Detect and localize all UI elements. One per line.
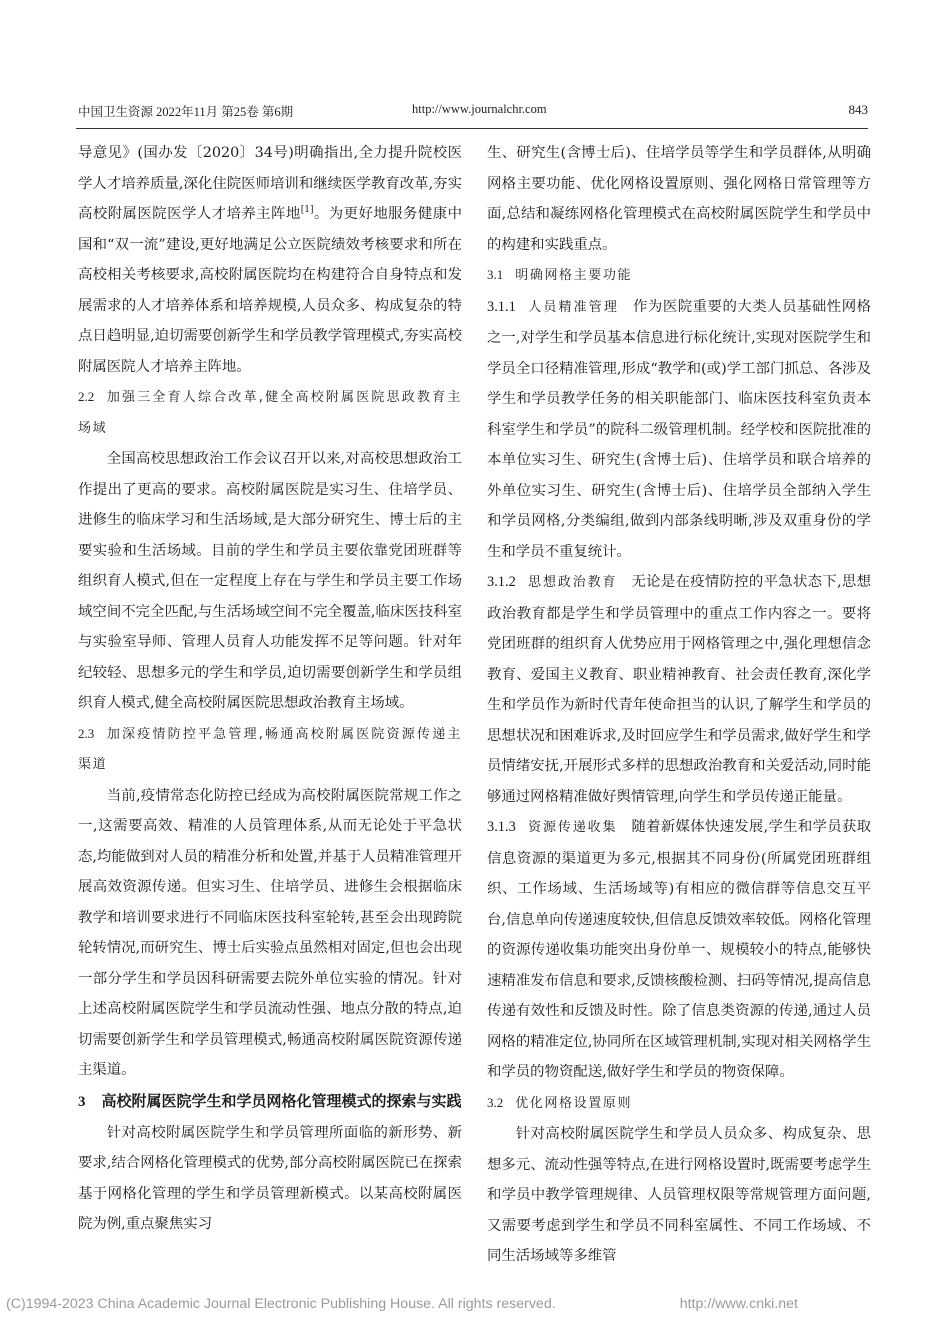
journal-info: 中国卫生资源 2022年11月 第25卷 第6期: [78, 105, 294, 119]
paragraph: [487, 567, 871, 812]
subsection-title: 思想政治教育: [527, 575, 618, 590]
section-heading-3: [78, 1086, 462, 1118]
section-heading-2-3: [78, 719, 462, 781]
paragraph: 针对高校附属医院学生和学员管理所面临的新形势、新要求,结合网格化管理模式的优势,部分高校附属医院已在探索基于网格化管理的学生和学员管理新模式。以某高校附属医院为例,重点聚焦实习: [78, 1124, 462, 1232]
paragraph: 针对高校附属医院学生和学员人员众多、构成复杂、思想多元、流动性强等特点,在进行网格设置时,既需要考虑学生和学员中教学管理规律、人员管理权限等常规管理方面问题,又需要考虑到学生和学员不同科室属性、不同工作场域、不同生活场域等多维管: [487, 1126, 871, 1264]
right-column: [487, 138, 871, 1272]
paragraph: 当前,疫情常态化防控已经成为高校附属医院常规工作之一,这需要高效、精准的人员管理体系,从而无论处于平急状态,均能做到对人员的精准分析和处置,并基于人员精准管理开展高效资源传递。但实习生、住培学员、进修生会根据临床教学和培训要求进行不同临床医技科室轮转,甚至会出现跨院轮转情况,而研究生、博士后实验点虽然相对固定,但也会出现一部分学生和学员因科研需要去院外单位实验的情况。针对上述高校附属医院学生和学员流动性强、地点分散的特点,迫切需要创新学生和学员管理模式,畅通高校附属医院资源传递主渠道。: [78, 787, 462, 1078]
paragraph-text: 随着新媒体快速发展,学生和学员获取信息资源的渠道更为多元,根据其不同身份(所属党团班群组织、工作场域、生活场域等)有相应的微信群等信息交互平台,信息单向传递速度较快,但信息反馈效率较低。网格化管理的资源传递收集功能突出身份单一、规模较小的特点,能够快速精准发布信息和要求,反馈核酸检测、扫码等情况,提高信息传递有效性和反馈及时性。除了信息类资源的传递,通过人员网格的精准定位,协同所在区域管理机制,实现对相关网格学生和学员的物资配送,做好学生和学员的物资保障。: [487, 819, 871, 1080]
section-number: 3.1: [487, 267, 504, 282]
paragraph: [487, 292, 871, 568]
paragraph-text: 导意见》(国办发〔2020〕34号)明确指出,全力提升院校医学人才培养质量,深化住院医师培训和继续医学教育改革,夯实高校附属医院医学人才培养主阵地: [78, 145, 462, 222]
page-number: 843: [848, 102, 868, 117]
section-heading-3-1: [487, 260, 871, 292]
section-number: 2.2: [78, 389, 95, 404]
section-number: 3.1.2: [487, 574, 516, 590]
paragraph: [487, 812, 871, 1088]
paragraph: 全国高校思想政治工作会议召开以来,对高校思想政治工作提出了更高的要求。高校附属医院是实习生、住培学员、进修生的临床学习和生活场域,是大部分研究生、博士后的主要实验和生活场域。目前的学生和学员主要依靠党团班群等组织育人模式,但在一定程度上存在与学生和学员主要工作场域空间不完全匹配,与生活场域空间不完全覆盖,临床医技科室与实验室导师、管理人员育人功能发挥不足等问题。针对年纪较轻、思想多元的学生和学员,迫切需要创新学生和学员组织育人模式,健全高校附属医院思想政治教育主场域。: [78, 451, 462, 711]
footer-link[interactable]: http://www.cnki.net: [679, 1296, 798, 1312]
section-title: 高校附属医院学生和学员网格化管理模式的探索与实践: [101, 1091, 462, 1110]
citation[interactable]: [1]: [300, 205, 314, 216]
journal-url[interactable]: http://www.journalchr.com: [412, 102, 547, 116]
section-heading-3-2: [487, 1088, 871, 1120]
section-number: 3.1.3: [487, 819, 516, 835]
section-title: 优化网格设置原则: [515, 1095, 633, 1111]
subsection-title: 人员精准管理: [527, 299, 619, 315]
copyright-footer: [6, 1296, 946, 1312]
section-heading-2-2: [78, 382, 462, 444]
copyright-text: (C)1994-2023 China Academic Journal Electronic Publishing House. All rights reserved.: [6, 1296, 556, 1312]
paragraph-text: 。为更好地服务健康中国和“双一流”建设,更好地满足公立医院绩效考核要求和所在高校相关考核要求,高校附属医院均在构建符合自身特点和发展需求的人才培养体系和培养规模,人员众多、构成复杂的特点日趋明显,迫切需要创新学生和学员教学管理模式,夯实高校附属医院人才培养主阵地。: [78, 206, 462, 375]
paragraph: 生、研究生(含博士后)、住培学员等学生和学员群体,从明确网格主要功能、优化网格设置原则、强化网格日常管理等方面,总结和凝练网格化管理模式在高校附属医院学生和学员中的构建和实践重点。: [487, 145, 871, 253]
section-number: 3.2: [487, 1094, 504, 1110]
running-header: [78, 102, 868, 124]
section-number: 3.1.1: [487, 298, 516, 315]
section-title: 加深疫情防控平急管理,畅通高校附属医院资源传递主渠道: [78, 726, 462, 772]
paragraph-text: 无论是在疫情防控的平急状态下,思想政治教育都是学生和学员管理中的重点工作内容之一。要将党团班群的组织育人优势应用于网格管理之中,强化理想信念教育、爱国主义教育、职业精神教育、社会责任教育,深化学生和学员作为新时代青年使命担当的认识,了解学生和学员的思想状况和困难诉求,及时回应学生和学员需求,做好学生和学员情绪安抚,开展形式多样的思想政治教育和关爱活动,同时能够通过网格精准做好舆情管理,向学生和学员传递正能量。: [487, 574, 871, 805]
section-title: 加强三全育人综合改革,健全高校附属医院思政教育主场域: [78, 390, 462, 436]
paragraph-text: 作为医院重要的大类人员基础性网格之一,对学生和学员基本信息进行标化统计,实现对医院学生和学员全口径精准管理,形成“教学和(或)学工部门抓总、各涉及学生和学员教学任务的相关职能部门、临床医技科室负责本科室学生和学员”的院科二级管理机制。经学校和医院批准的本单位实习生、研究生(含博士后)、住培学员和联合培养的外单位实习生、研究生(含博士后)、住培学员全部纳入学生和学员网格,分类编组,做到内部条线明晰,涉及双重身份的学生和学员不重复统计。: [487, 298, 871, 560]
section-number: 2.3: [78, 725, 95, 741]
paragraph: [78, 138, 462, 382]
subsection-title: 资源传递收集: [527, 820, 618, 835]
section-number: 3: [78, 1093, 86, 1110]
header-rule: [76, 128, 868, 129]
section-title: 明确网格主要功能: [515, 268, 633, 283]
left-column: [78, 138, 462, 1240]
